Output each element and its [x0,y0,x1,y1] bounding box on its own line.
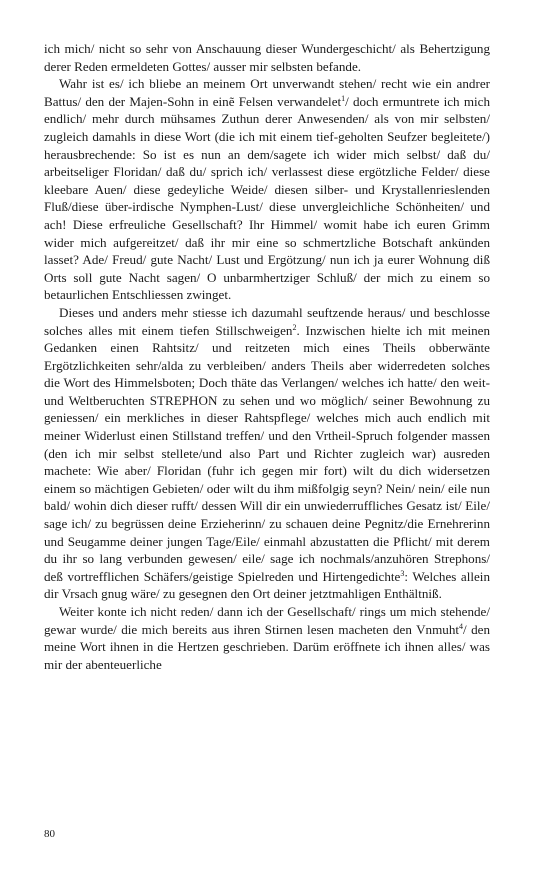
text-run: . Inzwischen hielte ich mit meinen Gedanken einen Rahtsitz/ und reitzeten mich eines Theils obberwänte Ergötzlichkeiten sehr/alda zu verbleiben/ anders Theils aber widerredeten solches die Wort des Himmelsboten; Doch thäte das Verlangen/ welches ich hatte/ den weit- und Weltberuchten STREPHON zu sehen und wo möglich/ seiner Bewohnung zu geniessen/ ein merkliches in dieser Rahtspflege/ welches mich auch endlich mit meiner Widerlust einen Stillstand treffen/ und den Vrtheil-Spruch folgender massen (den ich mir selbst stellete/und also Part und Richter zugleich war) ausreden machete: Wie aber/ Floridan (fuhr ich gegen mir fort) wilt du dich widersetzen einem so mächtigen Gebieten/ oder wilt du ihm mißfolgig seyn? Nein/ nein/ eile nun bald/ wohin dich dieser rufft/ dessen Will dir ein unwiederruffliches Gesatz ist/ Eile/ sage ich/ zu begrüssen deine Erzieherinn/ zu schauen deine Pegnitz/die Ernehrerinn und Seugamme deiner jungen Tage/Eile/ einmahl abzustatten die Pflicht/ mit derem du ihr so lang verbunden gewesen/ eile/ sage ich nochmals/anzuhören Strephons/ deß vortrefflichen Schäfers/geistige Spielreden und Hirtengedichte [44,322,490,584]
paragraph-3 [44,304,490,603]
text-run: Weiter konte ich nicht reden/ dann ich der Gesellschaft/ rings um mich stehende/ gewar wurde/ die mich bereits aus ihren Stirnen lesen macheten den Vnmuht [44,604,490,637]
text-run: : Welches allein dir Vrsach gnug wäre/ zu gesegnen den Ort deiner jetztmahligen Enthältniß. [44,568,490,602]
footnote-marker[interactable]: 2 [292,322,297,332]
text-run: / doch ermuntrete ich mich endlich/ mehr durch mühsames Zuthun derer Anwesenden/ als von mir selbsten/ zugleich damahls in diese Wort (die ich mit einem tief-geholten Seufzer begleitete/) herausbrechende: So ist es nun an dem/sagete ich wider mich selbst/ daß du/ arbeitseliger Floridan/ daß du/ sprich ich/ verlassest diese ergötzliche Felder/ diese kleebare Auen/ diese gedeyliche Weide/ diesen silber- und Krystallenrieslenden Fluß/diese über-irdische Nymphen-Lust/ diese unvergleichliche Schönheiten/ und ach! Diese erfreuliche Gesellschaft? Ihr Himmel/ womit habe ich euren Grimm wider mich aufgereitzet/ daß ihr mir eine so schmertzliche Botschaft ankünden lasset? Ade/ Freud/ gute Nacht/ Lust und Ergötzung/ nun ich ja eurer Wohnung diß Orts soll gute Nacht sagen/ O unbarmhertziger Schluß/ der mich zu einem so betaurlichen Entschliessen zwinget. [44,93,491,303]
text-run: Wahr ist es/ ich bliebe an meinem Ort unverwandt stehen/ recht wie ein andrer Battus/ den der Majen-Sohn in einẽ Felsen verwandelet [44,76,490,109]
footnote-marker[interactable]: 3 [400,568,405,578]
footnote-marker[interactable]: 4 [459,621,464,631]
text-run: Dieses und anders mehr stiesse ich dazumahl seuftzende heraus/ und beschlosse solches alles mit einem tiefen Stillschweigen [44,304,490,338]
paragraph-2 [44,75,490,304]
paragraph-1 [44,40,490,75]
text-run: ich mich/ nicht so sehr von Anschauung dieser Wundergeschicht/ als Behertzigung derer Reden ermeldeten Gottes/ ausser mir selbsten befande. [44,41,490,74]
body-text [44,40,490,673]
text-run: / den meine Wort ihnen in die Hertzen geschrieben. Darüm eröffnete ich ihnen alles/ was mir der abenteuerliche [44,621,490,672]
paragraph-4 [44,603,490,673]
page-number: 80 [44,828,55,840]
footnote-marker[interactable]: 1 [341,93,346,103]
